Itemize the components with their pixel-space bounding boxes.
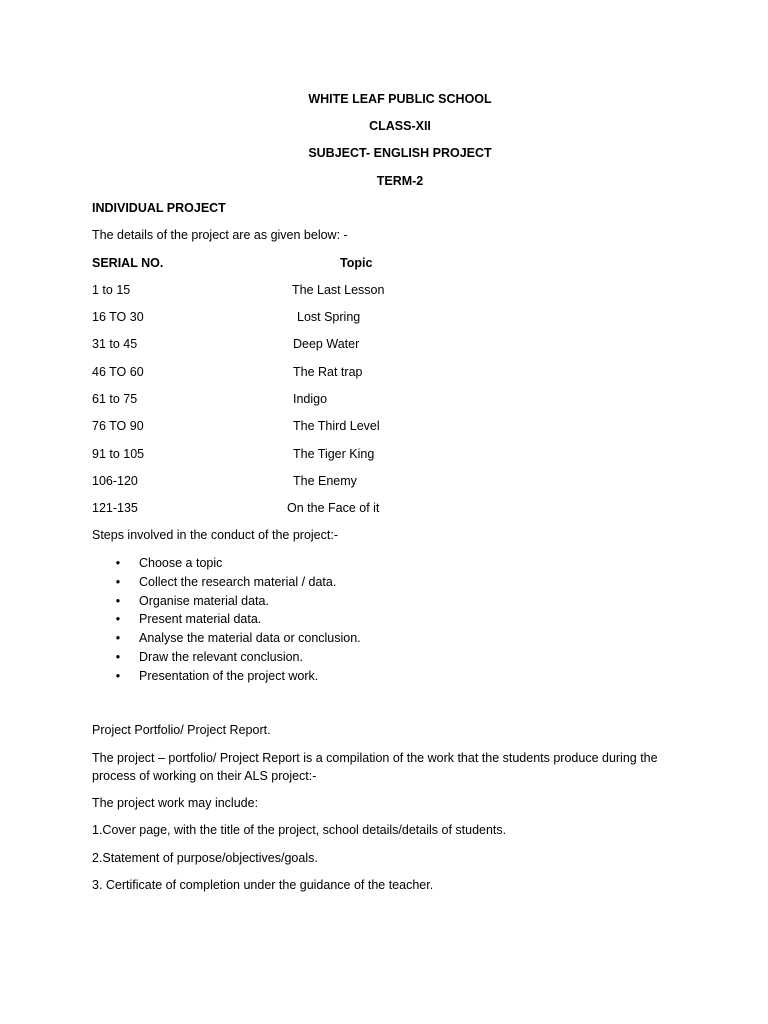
table-row-topic: On the Face of it [287,501,380,515]
table-row-serial: 46 TO 60 [92,365,144,379]
bullet-icon: • [115,593,121,608]
subject-label: SUBJECT- ENGLISH PROJECT [308,146,492,160]
bullet-icon: • [115,556,121,570]
bullet-icon: • [115,668,121,683]
serial-column-header: SERIAL NO. [92,256,164,270]
table-row-serial: 76 TO 90 [92,419,144,433]
section-title: INDIVIDUAL PROJECT [92,201,226,215]
table-row-serial: 1 to 15 [92,283,131,297]
table-row-topic: The Tiger King [293,447,375,461]
table-row-topic: Lost Spring [297,310,361,324]
table-row-topic: The Rat trap [293,365,363,379]
bullet-icon: • [115,649,121,664]
table-row-topic: The Third Level [293,419,380,433]
table-row-serial: 91 to 105 [92,447,145,461]
bullet-icon: • [115,574,121,589]
portfolio-heading: Project Portfolio/ Project Report. [92,723,271,737]
step-text: Organise material data. [139,593,269,608]
step-text: Draw the relevant conclusion. [139,649,303,664]
table-row-serial: 106-120 [92,474,138,488]
table-row-serial: 61 to 75 [92,392,138,406]
step-text: Collect the research material / data. [139,574,337,589]
table-row-serial: 121-135 [92,501,138,515]
include-item: 3. Certificate of completion under the guidance of the teacher. [92,878,434,892]
term-label: TERM-2 [376,174,424,188]
may-include-text: The project work may include: [92,796,259,810]
include-item: 1.Cover page, with the title of the project, school details/details of students. [92,823,507,837]
school-name: WHITE LEAF PUBLIC SCHOOL [308,92,492,106]
topic-column-header: Topic [340,256,373,270]
steps-heading: Steps involved in the conduct of the project:- [92,528,338,542]
table-row-topic: Indigo [293,392,328,406]
table-row-serial: 31 to 45 [92,337,138,351]
table-row-topic: The Last Lesson [292,283,385,297]
step-text: Present material data. [139,612,262,627]
intro-text: The details of the project are as given below: - [92,228,348,242]
step-text: Choose a topic [139,556,223,570]
bullet-icon: • [115,612,121,627]
table-row-topic: Deep Water [293,337,360,351]
class-label: CLASS-XII [369,119,431,133]
table-row-topic: The Enemy [293,474,357,488]
table-row-serial: 16 TO 30 [92,310,144,324]
step-text: Presentation of the project work. [139,668,319,683]
portfolio-paragraph: The project – portfolio/ Project Report is a compilation of the work that the students produce during the process of working on their ALS project:- [92,751,658,783]
step-text: Analyse the material data or conclusion. [139,631,361,646]
bullet-icon: • [115,631,121,646]
include-item: 2.Statement of purpose/objectives/goals. [92,851,318,865]
